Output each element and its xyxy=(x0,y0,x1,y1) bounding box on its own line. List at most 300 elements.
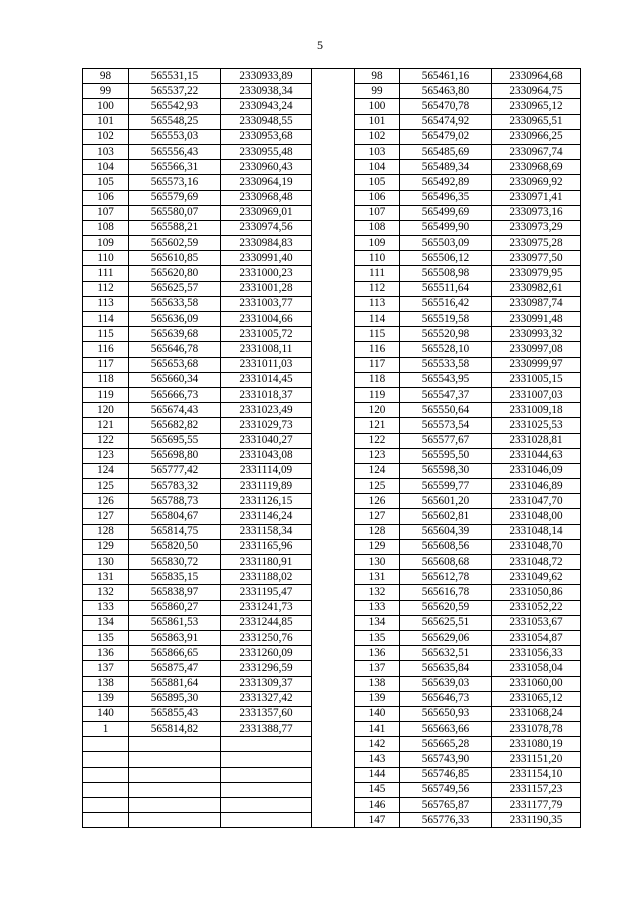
right-point-number-cell: 115 xyxy=(355,327,400,342)
table-row xyxy=(83,99,581,114)
table-row xyxy=(83,418,581,433)
right-y-coordinate-cell: 2331052,22 xyxy=(492,600,581,615)
left-point-number-cell: 113 xyxy=(83,296,129,311)
left-x-coordinate-cell: 565556,43 xyxy=(129,144,221,159)
right-x-coordinate-cell: 565625,51 xyxy=(400,615,492,630)
column-separator xyxy=(312,509,355,524)
column-separator xyxy=(312,433,355,448)
right-point-number-cell: 132 xyxy=(355,585,400,600)
right-y-coordinate-cell: 2331060,00 xyxy=(492,676,581,691)
right-point-number-cell: 129 xyxy=(355,539,400,554)
left-point-number-cell: 117 xyxy=(83,357,129,372)
right-y-coordinate-cell: 2331046,89 xyxy=(492,479,581,494)
left-x-coordinate-cell xyxy=(129,737,221,752)
left-point-number-cell: 121 xyxy=(83,418,129,433)
table-row xyxy=(83,646,581,661)
left-y-coordinate-cell: 2331146,24 xyxy=(221,509,312,524)
right-y-coordinate-cell: 2331025,53 xyxy=(492,418,581,433)
left-y-coordinate-cell: 2331114,09 xyxy=(221,463,312,478)
column-separator xyxy=(312,737,355,752)
right-x-coordinate-cell: 565503,09 xyxy=(400,236,492,251)
right-point-number-cell: 110 xyxy=(355,251,400,266)
left-point-number-cell: 111 xyxy=(83,266,129,281)
left-y-coordinate-cell: 2331005,72 xyxy=(221,327,312,342)
left-point-number-cell: 101 xyxy=(83,114,129,129)
right-y-coordinate-cell: 2330973,29 xyxy=(492,220,581,235)
left-point-number-cell xyxy=(83,737,129,752)
right-y-coordinate-cell: 2331044,63 xyxy=(492,448,581,463)
left-x-coordinate-cell: 565633,58 xyxy=(129,296,221,311)
left-point-number-cell xyxy=(83,798,129,813)
left-y-coordinate-cell: 2330984,83 xyxy=(221,236,312,251)
right-x-coordinate-cell: 565461,16 xyxy=(400,69,492,84)
left-y-coordinate-cell: 2330943,24 xyxy=(221,99,312,114)
left-y-coordinate-cell: 2331029,73 xyxy=(221,418,312,433)
right-point-number-cell: 104 xyxy=(355,160,400,175)
left-y-coordinate-cell xyxy=(221,737,312,752)
column-separator xyxy=(312,722,355,737)
left-x-coordinate-cell: 565838,97 xyxy=(129,585,221,600)
left-y-coordinate-cell: 2331011,03 xyxy=(221,357,312,372)
column-separator xyxy=(312,357,355,372)
table-row xyxy=(83,205,581,220)
right-point-number-cell: 122 xyxy=(355,433,400,448)
left-x-coordinate-cell: 565537,22 xyxy=(129,84,221,99)
right-point-number-cell: 101 xyxy=(355,114,400,129)
left-y-coordinate-cell: 2331357,60 xyxy=(221,706,312,721)
table-row xyxy=(83,372,581,387)
coordinates-table-body xyxy=(83,69,581,828)
right-point-number-cell: 109 xyxy=(355,236,400,251)
right-point-number-cell: 118 xyxy=(355,372,400,387)
column-separator xyxy=(312,463,355,478)
right-point-number-cell: 136 xyxy=(355,646,400,661)
left-x-coordinate-cell: 565820,50 xyxy=(129,539,221,554)
left-x-coordinate-cell: 565863,91 xyxy=(129,630,221,645)
right-x-coordinate-cell: 565474,92 xyxy=(400,114,492,129)
left-x-coordinate-cell: 565646,78 xyxy=(129,342,221,357)
left-x-coordinate-cell: 565553,03 xyxy=(129,129,221,144)
right-x-coordinate-cell: 565612,78 xyxy=(400,570,492,585)
left-y-coordinate-cell: 2331043,08 xyxy=(221,448,312,463)
left-x-coordinate-cell: 565861,53 xyxy=(129,615,221,630)
right-point-number-cell: 108 xyxy=(355,220,400,235)
right-x-coordinate-cell: 565604,39 xyxy=(400,524,492,539)
column-separator xyxy=(312,342,355,357)
right-y-coordinate-cell: 2331190,35 xyxy=(492,813,581,828)
table-row xyxy=(83,327,581,342)
column-separator xyxy=(312,205,355,220)
right-y-coordinate-cell: 2330997,08 xyxy=(492,342,581,357)
left-y-coordinate-cell: 2331244,85 xyxy=(221,615,312,630)
right-x-coordinate-cell: 565511,64 xyxy=(400,281,492,296)
right-y-coordinate-cell: 2331050,86 xyxy=(492,585,581,600)
table-row xyxy=(83,236,581,251)
left-point-number-cell: 107 xyxy=(83,205,129,220)
right-point-number-cell: 128 xyxy=(355,524,400,539)
left-y-coordinate-cell: 2331195,47 xyxy=(221,585,312,600)
right-point-number-cell: 121 xyxy=(355,418,400,433)
table-row xyxy=(83,630,581,645)
left-y-coordinate-cell xyxy=(221,752,312,767)
left-x-coordinate-cell: 565881,64 xyxy=(129,676,221,691)
table-row xyxy=(83,494,581,509)
right-x-coordinate-cell: 565533,58 xyxy=(400,357,492,372)
left-x-coordinate-cell: 565674,43 xyxy=(129,403,221,418)
left-y-coordinate-cell: 2331158,34 xyxy=(221,524,312,539)
right-x-coordinate-cell: 565550,64 xyxy=(400,403,492,418)
left-point-number-cell: 125 xyxy=(83,479,129,494)
left-y-coordinate-cell: 2331180,91 xyxy=(221,555,312,570)
left-x-coordinate-cell: 565830,72 xyxy=(129,555,221,570)
table-row xyxy=(83,479,581,494)
right-y-coordinate-cell: 2331028,81 xyxy=(492,433,581,448)
right-point-number-cell: 130 xyxy=(355,555,400,570)
column-separator xyxy=(312,160,355,175)
coordinates-table xyxy=(82,68,581,828)
column-separator xyxy=(312,706,355,721)
right-point-number-cell: 98 xyxy=(355,69,400,84)
right-point-number-cell: 107 xyxy=(355,205,400,220)
left-x-coordinate-cell: 565804,67 xyxy=(129,509,221,524)
right-y-coordinate-cell: 2330964,75 xyxy=(492,84,581,99)
left-y-coordinate-cell: 2331003,77 xyxy=(221,296,312,311)
right-x-coordinate-cell: 565776,33 xyxy=(400,813,492,828)
left-point-number-cell: 118 xyxy=(83,372,129,387)
column-separator xyxy=(312,615,355,630)
table-row xyxy=(83,114,581,129)
left-point-number-cell: 100 xyxy=(83,99,129,114)
right-x-coordinate-cell: 565650,93 xyxy=(400,706,492,721)
left-point-number-cell: 122 xyxy=(83,433,129,448)
right-y-coordinate-cell: 2331007,03 xyxy=(492,387,581,402)
left-y-coordinate-cell: 2331296,59 xyxy=(221,661,312,676)
right-x-coordinate-cell: 565601,20 xyxy=(400,494,492,509)
column-separator xyxy=(312,327,355,342)
right-y-coordinate-cell: 2331054,87 xyxy=(492,630,581,645)
right-x-coordinate-cell: 565616,78 xyxy=(400,585,492,600)
left-point-number-cell: 134 xyxy=(83,615,129,630)
column-separator xyxy=(312,524,355,539)
right-x-coordinate-cell: 565547,37 xyxy=(400,387,492,402)
column-separator xyxy=(312,798,355,813)
right-point-number-cell: 106 xyxy=(355,190,400,205)
left-x-coordinate-cell: 565573,16 xyxy=(129,175,221,190)
right-point-number-cell: 116 xyxy=(355,342,400,357)
left-y-coordinate-cell xyxy=(221,798,312,813)
table-row xyxy=(83,312,581,327)
right-point-number-cell: 140 xyxy=(355,706,400,721)
column-separator xyxy=(312,555,355,570)
table-row xyxy=(83,737,581,752)
right-x-coordinate-cell: 565646,73 xyxy=(400,691,492,706)
column-separator xyxy=(312,144,355,159)
left-point-number-cell: 108 xyxy=(83,220,129,235)
right-y-coordinate-cell: 2331058,04 xyxy=(492,661,581,676)
right-y-coordinate-cell: 2330968,69 xyxy=(492,160,581,175)
left-point-number-cell: 110 xyxy=(83,251,129,266)
table-row xyxy=(83,539,581,554)
right-y-coordinate-cell: 2330969,92 xyxy=(492,175,581,190)
left-x-coordinate-cell: 565588,21 xyxy=(129,220,221,235)
left-y-coordinate-cell: 2331040,27 xyxy=(221,433,312,448)
column-separator xyxy=(312,570,355,585)
column-separator xyxy=(312,585,355,600)
right-x-coordinate-cell: 565506,12 xyxy=(400,251,492,266)
left-y-coordinate-cell: 2330974,56 xyxy=(221,220,312,235)
left-x-coordinate-cell: 565682,82 xyxy=(129,418,221,433)
left-point-number-cell: 104 xyxy=(83,160,129,175)
table-row xyxy=(83,813,581,828)
left-x-coordinate-cell: 565580,07 xyxy=(129,205,221,220)
left-point-number-cell: 137 xyxy=(83,661,129,676)
right-x-coordinate-cell: 565765,87 xyxy=(400,798,492,813)
left-x-coordinate-cell xyxy=(129,798,221,813)
table-row xyxy=(83,342,581,357)
right-y-coordinate-cell: 2331049,62 xyxy=(492,570,581,585)
right-y-coordinate-cell: 2331154,10 xyxy=(492,767,581,782)
right-y-coordinate-cell: 2330977,50 xyxy=(492,251,581,266)
left-y-coordinate-cell: 2330960,43 xyxy=(221,160,312,175)
left-y-coordinate-cell xyxy=(221,813,312,828)
column-separator xyxy=(312,175,355,190)
column-separator xyxy=(312,418,355,433)
right-point-number-cell: 105 xyxy=(355,175,400,190)
right-y-coordinate-cell: 2331068,24 xyxy=(492,706,581,721)
right-x-coordinate-cell: 565743,90 xyxy=(400,752,492,767)
left-x-coordinate-cell: 565814,82 xyxy=(129,722,221,737)
table-row xyxy=(83,798,581,813)
table-row xyxy=(83,676,581,691)
table-row xyxy=(83,281,581,296)
right-point-number-cell: 99 xyxy=(355,84,400,99)
left-y-coordinate-cell: 2330968,48 xyxy=(221,190,312,205)
table-row xyxy=(83,691,581,706)
right-y-coordinate-cell: 2330965,51 xyxy=(492,114,581,129)
left-point-number-cell xyxy=(83,752,129,767)
table-row xyxy=(83,160,581,175)
column-separator xyxy=(312,190,355,205)
table-row xyxy=(83,555,581,570)
right-y-coordinate-cell: 2331056,33 xyxy=(492,646,581,661)
left-x-coordinate-cell: 565895,30 xyxy=(129,691,221,706)
right-point-number-cell: 114 xyxy=(355,312,400,327)
table-row xyxy=(83,144,581,159)
left-y-coordinate-cell: 2330948,55 xyxy=(221,114,312,129)
right-y-coordinate-cell: 2331078,78 xyxy=(492,722,581,737)
column-separator xyxy=(312,84,355,99)
left-x-coordinate-cell: 565610,85 xyxy=(129,251,221,266)
table-row xyxy=(83,403,581,418)
left-point-number-cell xyxy=(83,813,129,828)
left-y-coordinate-cell: 2330953,68 xyxy=(221,129,312,144)
left-x-coordinate-cell: 565653,68 xyxy=(129,357,221,372)
table-row xyxy=(83,509,581,524)
right-y-coordinate-cell: 2331065,12 xyxy=(492,691,581,706)
right-point-number-cell: 145 xyxy=(355,782,400,797)
right-y-coordinate-cell: 2330999,97 xyxy=(492,357,581,372)
left-point-number-cell: 106 xyxy=(83,190,129,205)
left-y-coordinate-cell: 2331018,37 xyxy=(221,387,312,402)
left-point-number-cell: 138 xyxy=(83,676,129,691)
table-row xyxy=(83,266,581,281)
column-separator xyxy=(312,752,355,767)
right-y-coordinate-cell: 2331157,23 xyxy=(492,782,581,797)
right-y-coordinate-cell: 2331080,19 xyxy=(492,737,581,752)
left-x-coordinate-cell: 565548,25 xyxy=(129,114,221,129)
table-row xyxy=(83,220,581,235)
left-point-number-cell: 1 xyxy=(83,722,129,737)
left-y-coordinate-cell: 2331119,89 xyxy=(221,479,312,494)
left-point-number-cell: 128 xyxy=(83,524,129,539)
right-y-coordinate-cell: 2330975,28 xyxy=(492,236,581,251)
left-x-coordinate-cell: 565636,09 xyxy=(129,312,221,327)
right-x-coordinate-cell: 565470,78 xyxy=(400,99,492,114)
left-point-number-cell: 109 xyxy=(83,236,129,251)
left-point-number-cell: 139 xyxy=(83,691,129,706)
right-y-coordinate-cell: 2330966,25 xyxy=(492,129,581,144)
right-x-coordinate-cell: 565519,58 xyxy=(400,312,492,327)
right-point-number-cell: 147 xyxy=(355,813,400,828)
right-point-number-cell: 102 xyxy=(355,129,400,144)
right-point-number-cell: 143 xyxy=(355,752,400,767)
left-x-coordinate-cell xyxy=(129,813,221,828)
right-point-number-cell: 142 xyxy=(355,737,400,752)
right-x-coordinate-cell: 565489,34 xyxy=(400,160,492,175)
right-y-coordinate-cell: 2331009,18 xyxy=(492,403,581,418)
left-y-coordinate-cell: 2330964,19 xyxy=(221,175,312,190)
left-y-coordinate-cell xyxy=(221,782,312,797)
left-x-coordinate-cell: 565602,59 xyxy=(129,236,221,251)
column-separator xyxy=(312,387,355,402)
right-point-number-cell: 103 xyxy=(355,144,400,159)
left-y-coordinate-cell: 2331260,09 xyxy=(221,646,312,661)
left-x-coordinate-cell: 565531,15 xyxy=(129,69,221,84)
right-point-number-cell: 134 xyxy=(355,615,400,630)
table-row xyxy=(83,570,581,585)
right-y-coordinate-cell: 2330965,12 xyxy=(492,99,581,114)
left-point-number-cell: 133 xyxy=(83,600,129,615)
right-y-coordinate-cell: 2330973,16 xyxy=(492,205,581,220)
right-y-coordinate-cell: 2331048,00 xyxy=(492,509,581,524)
left-y-coordinate-cell: 2331126,15 xyxy=(221,494,312,509)
left-y-coordinate-cell: 2331023,49 xyxy=(221,403,312,418)
column-separator xyxy=(312,403,355,418)
column-separator xyxy=(312,494,355,509)
column-separator xyxy=(312,782,355,797)
left-point-number-cell: 116 xyxy=(83,342,129,357)
right-x-coordinate-cell: 565516,42 xyxy=(400,296,492,311)
table-row xyxy=(83,524,581,539)
right-point-number-cell: 113 xyxy=(355,296,400,311)
left-x-coordinate-cell: 565835,15 xyxy=(129,570,221,585)
right-y-coordinate-cell: 2330987,74 xyxy=(492,296,581,311)
left-point-number-cell: 99 xyxy=(83,84,129,99)
column-separator xyxy=(312,220,355,235)
left-x-coordinate-cell: 565625,57 xyxy=(129,281,221,296)
left-x-coordinate-cell: 565875,47 xyxy=(129,661,221,676)
right-x-coordinate-cell: 565663,66 xyxy=(400,722,492,737)
table-row xyxy=(83,357,581,372)
left-point-number-cell: 126 xyxy=(83,494,129,509)
column-separator xyxy=(312,129,355,144)
left-point-number-cell: 105 xyxy=(83,175,129,190)
left-y-coordinate-cell: 2331008,11 xyxy=(221,342,312,357)
left-y-coordinate-cell: 2330938,34 xyxy=(221,84,312,99)
left-point-number-cell: 136 xyxy=(83,646,129,661)
right-point-number-cell: 119 xyxy=(355,387,400,402)
column-separator xyxy=(312,539,355,554)
left-x-coordinate-cell xyxy=(129,767,221,782)
left-point-number-cell: 103 xyxy=(83,144,129,159)
table-row xyxy=(83,767,581,782)
table-row xyxy=(83,752,581,767)
left-x-coordinate-cell: 565579,69 xyxy=(129,190,221,205)
right-point-number-cell: 124 xyxy=(355,463,400,478)
right-x-coordinate-cell: 565595,50 xyxy=(400,448,492,463)
left-x-coordinate-cell: 565566,31 xyxy=(129,160,221,175)
column-separator xyxy=(312,630,355,645)
left-y-coordinate-cell: 2331000,23 xyxy=(221,266,312,281)
table-row xyxy=(83,615,581,630)
left-point-number-cell: 120 xyxy=(83,403,129,418)
left-point-number-cell: 102 xyxy=(83,129,129,144)
column-separator xyxy=(312,69,355,84)
table-row xyxy=(83,600,581,615)
right-x-coordinate-cell: 565620,59 xyxy=(400,600,492,615)
left-point-number-cell: 131 xyxy=(83,570,129,585)
left-y-coordinate-cell: 2331001,28 xyxy=(221,281,312,296)
left-x-coordinate-cell: 565855,43 xyxy=(129,706,221,721)
left-x-coordinate-cell: 565866,65 xyxy=(129,646,221,661)
right-x-coordinate-cell: 565573,54 xyxy=(400,418,492,433)
right-point-number-cell: 135 xyxy=(355,630,400,645)
right-x-coordinate-cell: 565485,69 xyxy=(400,144,492,159)
right-y-coordinate-cell: 2331047,70 xyxy=(492,494,581,509)
left-y-coordinate-cell: 2331014,45 xyxy=(221,372,312,387)
right-x-coordinate-cell: 565746,85 xyxy=(400,767,492,782)
column-separator xyxy=(312,600,355,615)
right-x-coordinate-cell: 565520,98 xyxy=(400,327,492,342)
left-point-number-cell: 130 xyxy=(83,555,129,570)
left-x-coordinate-cell: 565698,80 xyxy=(129,448,221,463)
left-y-coordinate-cell: 2330969,01 xyxy=(221,205,312,220)
left-x-coordinate-cell: 565788,73 xyxy=(129,494,221,509)
right-y-coordinate-cell: 2331005,15 xyxy=(492,372,581,387)
right-x-coordinate-cell: 565543,95 xyxy=(400,372,492,387)
table-row xyxy=(83,175,581,190)
left-point-number-cell: 123 xyxy=(83,448,129,463)
right-y-coordinate-cell: 2331048,14 xyxy=(492,524,581,539)
left-y-coordinate-cell: 2331165,96 xyxy=(221,539,312,554)
left-point-number-cell xyxy=(83,782,129,797)
right-x-coordinate-cell: 565508,98 xyxy=(400,266,492,281)
column-separator xyxy=(312,312,355,327)
table-row xyxy=(83,387,581,402)
left-x-coordinate-cell: 565814,75 xyxy=(129,524,221,539)
left-point-number-cell: 98 xyxy=(83,69,129,84)
right-point-number-cell: 125 xyxy=(355,479,400,494)
right-point-number-cell: 117 xyxy=(355,357,400,372)
right-point-number-cell: 127 xyxy=(355,509,400,524)
left-point-number-cell: 132 xyxy=(83,585,129,600)
right-point-number-cell: 133 xyxy=(355,600,400,615)
right-x-coordinate-cell: 565598,30 xyxy=(400,463,492,478)
right-x-coordinate-cell: 565632,51 xyxy=(400,646,492,661)
left-point-number-cell: 124 xyxy=(83,463,129,478)
right-x-coordinate-cell: 565599,77 xyxy=(400,479,492,494)
column-separator xyxy=(312,251,355,266)
